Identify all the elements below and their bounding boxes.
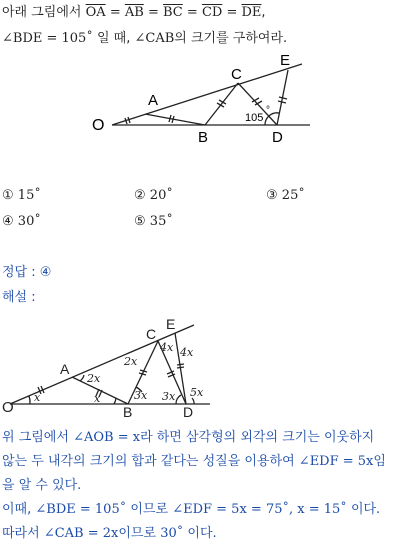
answer-label: 정답 : <box>2 265 36 280</box>
segment-de-line <box>175 333 186 404</box>
choice-value: 30˚ <box>17 214 41 229</box>
label-a: A <box>60 361 70 377</box>
comma: , <box>261 5 266 20</box>
label-e: E <box>280 52 291 69</box>
choice-number: ⑤ <box>134 214 146 229</box>
problem-figure <box>0 52 400 202</box>
choice-4[interactable] <box>2 214 41 229</box>
choice-2[interactable] <box>134 188 173 203</box>
equals-sign: = <box>147 5 159 20</box>
explanation-angle: ∠CAB = 2x <box>43 526 119 541</box>
equals-sign: = <box>226 5 238 20</box>
equals-sign: = <box>109 5 121 20</box>
degree-mark: ° <box>266 105 270 116</box>
angle-x-at-b: x <box>94 392 101 405</box>
problem-intro: 아래 그림에서 <box>2 5 82 20</box>
choice-number: ④ <box>2 214 14 229</box>
explanation-text: 이때, <box>2 502 32 517</box>
explanation-text: 따라서 <box>2 526 40 541</box>
angle-3x-at-d: 3x <box>162 390 176 403</box>
explanation-line-5 <box>2 525 217 543</box>
label-d: D <box>183 404 194 420</box>
explanation-line-3: 을 알 수 있다. <box>2 478 82 493</box>
label-b: B <box>123 404 133 420</box>
angle-4x-at-e: 4x <box>180 346 194 359</box>
explanation-angle: 30˚ <box>160 526 184 541</box>
explanation-text: 않는 두 내각의 크기의 합과 같다는 성질을 이용하여 <box>2 454 295 469</box>
explanation-title: 해설 : <box>2 290 36 305</box>
explanation-text: 임 <box>373 454 386 469</box>
label-d: D <box>272 129 283 146</box>
label-a: A <box>148 92 159 109</box>
problem-line-2 <box>2 30 287 48</box>
label-c: C <box>146 326 157 342</box>
explanation-angle: ∠EDF = 5x <box>298 454 374 469</box>
explanation-angle: ∠AOB = x <box>73 430 141 445</box>
choice-value: 25˚ <box>281 188 305 203</box>
explanation-angle: ∠BDE = 105˚ <box>35 502 127 517</box>
given-angle: ∠BDE = 105˚ <box>2 31 93 46</box>
choice-3[interactable] <box>266 188 305 203</box>
explanation-text: 라 하면 삼각형의 외각의 크기는 이웃하지 <box>140 430 375 445</box>
asked-angle: ∠CAB <box>134 31 175 46</box>
explanation-text: 위 그림에서 <box>2 430 69 445</box>
angle-2x-at-c: 2x <box>124 355 138 368</box>
choice-1[interactable] <box>2 188 41 203</box>
explanation-line-4 <box>2 501 380 519</box>
explanation-text: 이다. <box>187 526 217 541</box>
explanation-line-1 <box>2 429 374 447</box>
angle-4x-at-c: 4x <box>160 341 174 354</box>
explanation-text: 이다. <box>350 502 381 517</box>
angle-5x-at-d: 5x <box>190 386 204 399</box>
label-o: O <box>2 399 14 416</box>
angle-3x-at-b: 3x <box>134 389 148 402</box>
upper-ray <box>112 64 302 125</box>
explanation-angle: ∠EDF = 5x = 75˚, <box>172 502 294 517</box>
choice-number: ③ <box>266 188 278 203</box>
explanation-text: 이므로 <box>130 502 169 517</box>
choice-5[interactable] <box>134 214 173 229</box>
problem-when: 일 때, <box>96 31 131 46</box>
problem-ask: 의 크기를 구하여라. <box>174 31 288 46</box>
segment-bc: $\overline{BC}$ <box>163 5 183 20</box>
choice-value: 15˚ <box>17 188 41 203</box>
problem-line-1 <box>2 4 266 22</box>
segment-ab: $\overline{AB}$ <box>124 5 144 20</box>
segment-de: $\overline{DE}$ <box>241 5 262 20</box>
explanation-text: 이므로 <box>118 526 157 541</box>
angle-x-at-o: x <box>34 391 41 404</box>
equals-sign: = <box>186 5 198 20</box>
label-o: O <box>92 117 105 134</box>
choice-value: 20˚ <box>149 188 173 203</box>
label-c: C <box>231 66 242 83</box>
explanation-line-2 <box>2 453 386 471</box>
explanation-angle: x = 15˚ <box>297 502 347 517</box>
label-e: E <box>166 316 176 332</box>
label-b: B <box>198 129 209 146</box>
segment-oa: $\overline{OA}$ <box>85 5 106 20</box>
answer-line <box>2 264 51 282</box>
choice-number: ① <box>2 188 14 203</box>
choice-number: ② <box>134 188 146 203</box>
segment-ab-line <box>145 114 205 125</box>
answer-value: ④ <box>39 265 52 280</box>
angle-2x-at-a: 2x <box>87 372 101 385</box>
segment-cd: $\overline{CD}$ <box>201 5 223 20</box>
angle-label-105: 105 <box>245 112 264 124</box>
choice-value: 35˚ <box>149 214 173 229</box>
explanation-figure <box>0 312 400 422</box>
